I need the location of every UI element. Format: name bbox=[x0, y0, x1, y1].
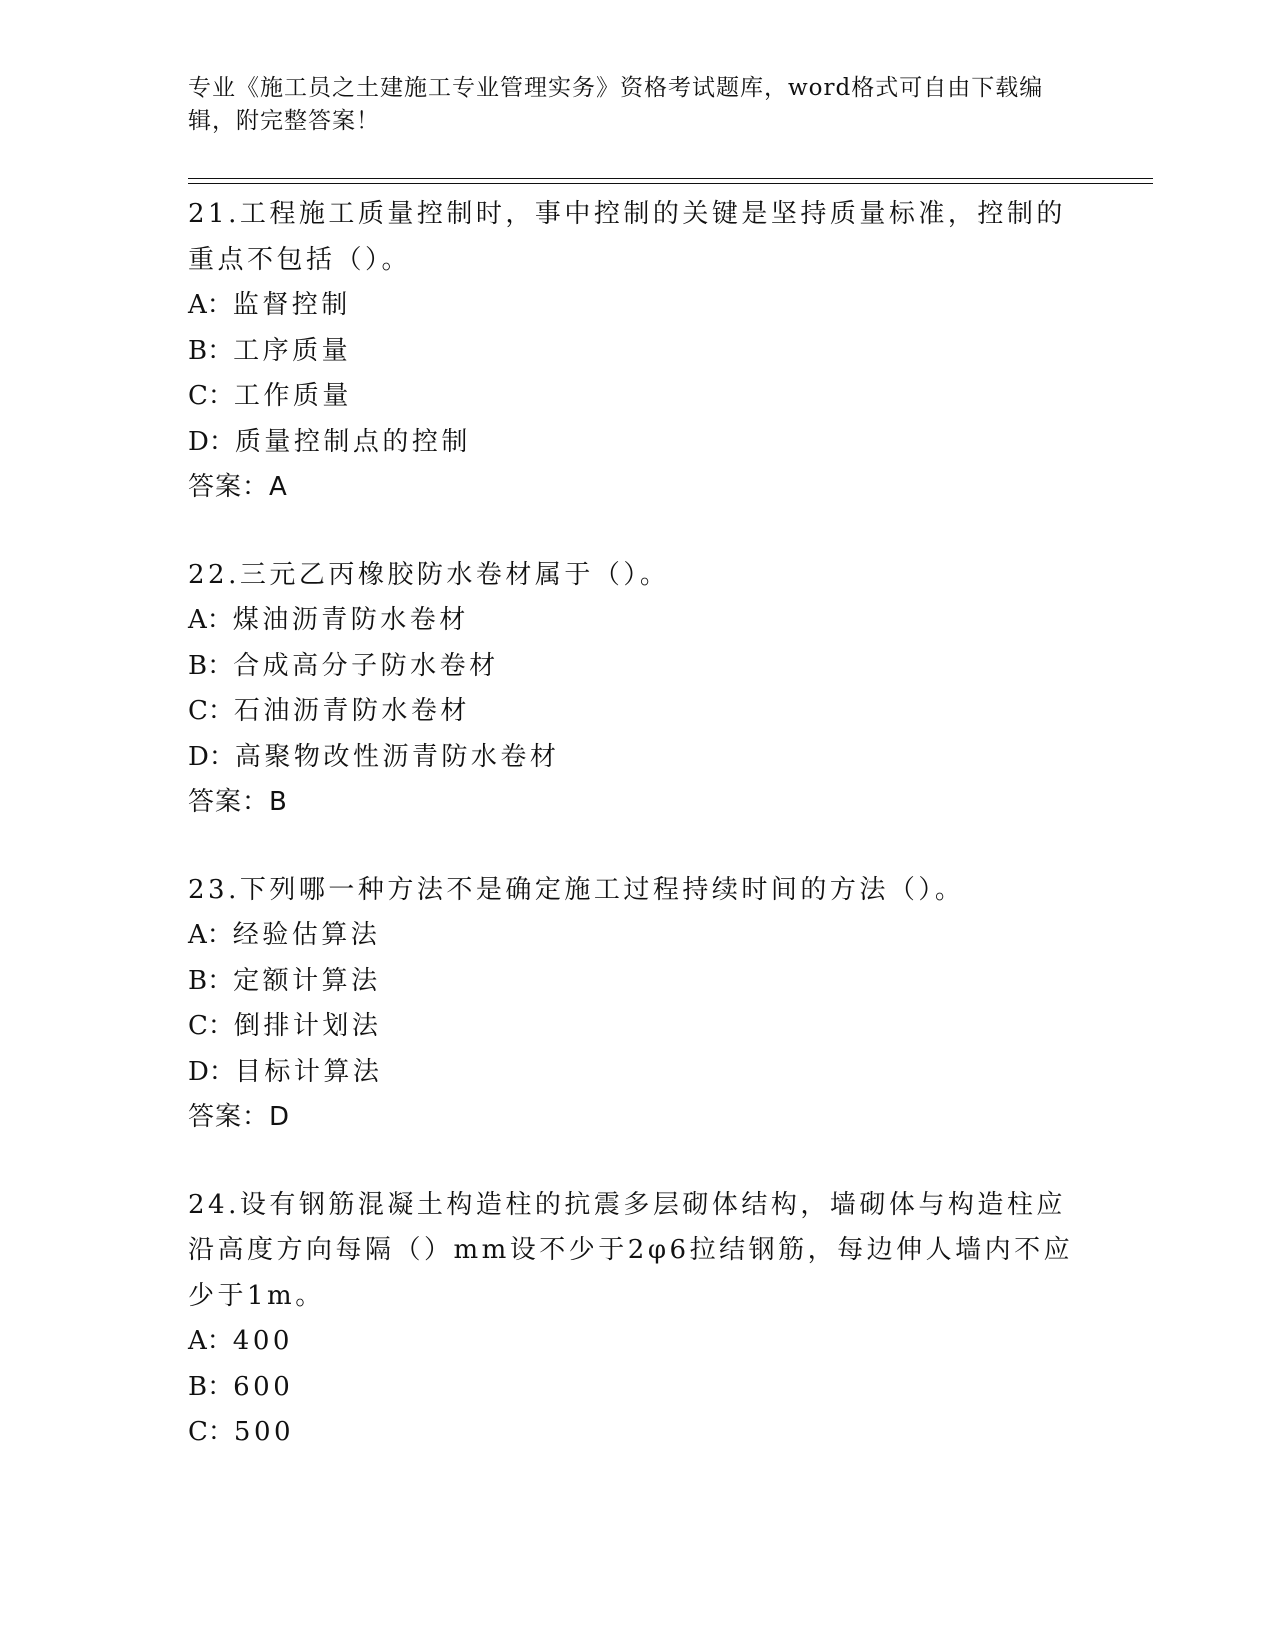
option-text: 定额计算法 bbox=[233, 965, 381, 996]
option-text: 合成高分子防水卷材 bbox=[233, 650, 499, 681]
question-stem: 22.三元乙丙橡胶防水卷材属于（）。 bbox=[188, 559, 670, 590]
option-text: 石油沥青防水卷材 bbox=[233, 696, 470, 726]
option-text: 500 bbox=[233, 1417, 295, 1447]
option-key: B： bbox=[188, 335, 234, 366]
option-a bbox=[188, 598, 1088, 644]
option-key: C： bbox=[188, 381, 234, 411]
answer-line: 答案：A bbox=[188, 472, 288, 502]
question-stem: 21.工程施工质量控制时，事中控制的关键是坚持质量标准，控制的重点不包括（）。 bbox=[188, 199, 1066, 275]
option-d bbox=[188, 1050, 1088, 1096]
option-text: 倒排计划法 bbox=[233, 1011, 382, 1041]
question-22 bbox=[188, 553, 1088, 826]
option-text: 400 bbox=[232, 1326, 293, 1356]
option-key: D： bbox=[188, 741, 235, 772]
option-key: B： bbox=[188, 1371, 234, 1402]
option-a bbox=[188, 913, 1088, 959]
option-text: 经验估算法 bbox=[232, 920, 381, 950]
option-b bbox=[188, 959, 1088, 1005]
option-b bbox=[188, 644, 1088, 690]
option-key: D： bbox=[188, 1056, 235, 1087]
option-d bbox=[188, 420, 1088, 466]
option-d bbox=[188, 735, 1088, 781]
question-24 bbox=[188, 1183, 1088, 1456]
option-a bbox=[188, 1319, 1088, 1365]
option-key: A： bbox=[188, 1326, 233, 1356]
option-key: C： bbox=[188, 696, 234, 726]
question-list bbox=[188, 192, 1088, 1498]
document-header bbox=[188, 72, 1068, 138]
question-stem: 23.下列哪一种方法不是确定施工过程持续时间的方法（）。 bbox=[188, 874, 965, 905]
option-text: 工序质量 bbox=[233, 335, 352, 366]
option-key: A： bbox=[188, 920, 233, 950]
option-text: 工作质量 bbox=[233, 381, 352, 411]
option-c bbox=[188, 689, 1088, 735]
option-key: B： bbox=[188, 965, 234, 996]
option-c bbox=[188, 1004, 1088, 1050]
option-b bbox=[188, 329, 1088, 375]
option-a bbox=[188, 283, 1088, 329]
header-text: 专业《施工员之土建施工专业管理实务》资格考试题库，word格式可自由下载编辑，附完整答案！ bbox=[188, 75, 1044, 134]
option-c bbox=[188, 1410, 1088, 1456]
option-text: 目标计算法 bbox=[234, 1056, 383, 1087]
option-key: A： bbox=[188, 290, 233, 320]
header-divider-top bbox=[188, 178, 1153, 179]
option-text: 600 bbox=[233, 1371, 294, 1402]
option-key: C： bbox=[188, 1417, 234, 1447]
option-text: 监督控制 bbox=[232, 290, 351, 320]
option-text: 质量控制点的控制 bbox=[234, 426, 471, 457]
option-key: A： bbox=[188, 605, 233, 635]
option-key: D： bbox=[188, 426, 235, 457]
option-key: B： bbox=[188, 650, 234, 681]
question-23 bbox=[188, 868, 1088, 1141]
question-21 bbox=[188, 192, 1088, 511]
option-b bbox=[188, 1365, 1088, 1411]
option-text: 煤油沥青防水卷材 bbox=[232, 605, 469, 635]
option-text: 高聚物改性沥青防水卷材 bbox=[234, 741, 560, 772]
option-key: C： bbox=[188, 1011, 234, 1041]
answer-line: 答案：B bbox=[188, 787, 288, 817]
answer-line: 答案：D bbox=[188, 1102, 291, 1132]
question-stem: 24.设有钢筋混凝土构造柱的抗震多层砌体结构，墙砌体与构造柱应沿高度方向每隔（）mm设不少于2φ6拉结钢筋，每边伸人墙内不应少于1m。 bbox=[188, 1189, 1074, 1311]
option-c bbox=[188, 374, 1088, 420]
header-divider-bottom bbox=[188, 183, 1153, 184]
